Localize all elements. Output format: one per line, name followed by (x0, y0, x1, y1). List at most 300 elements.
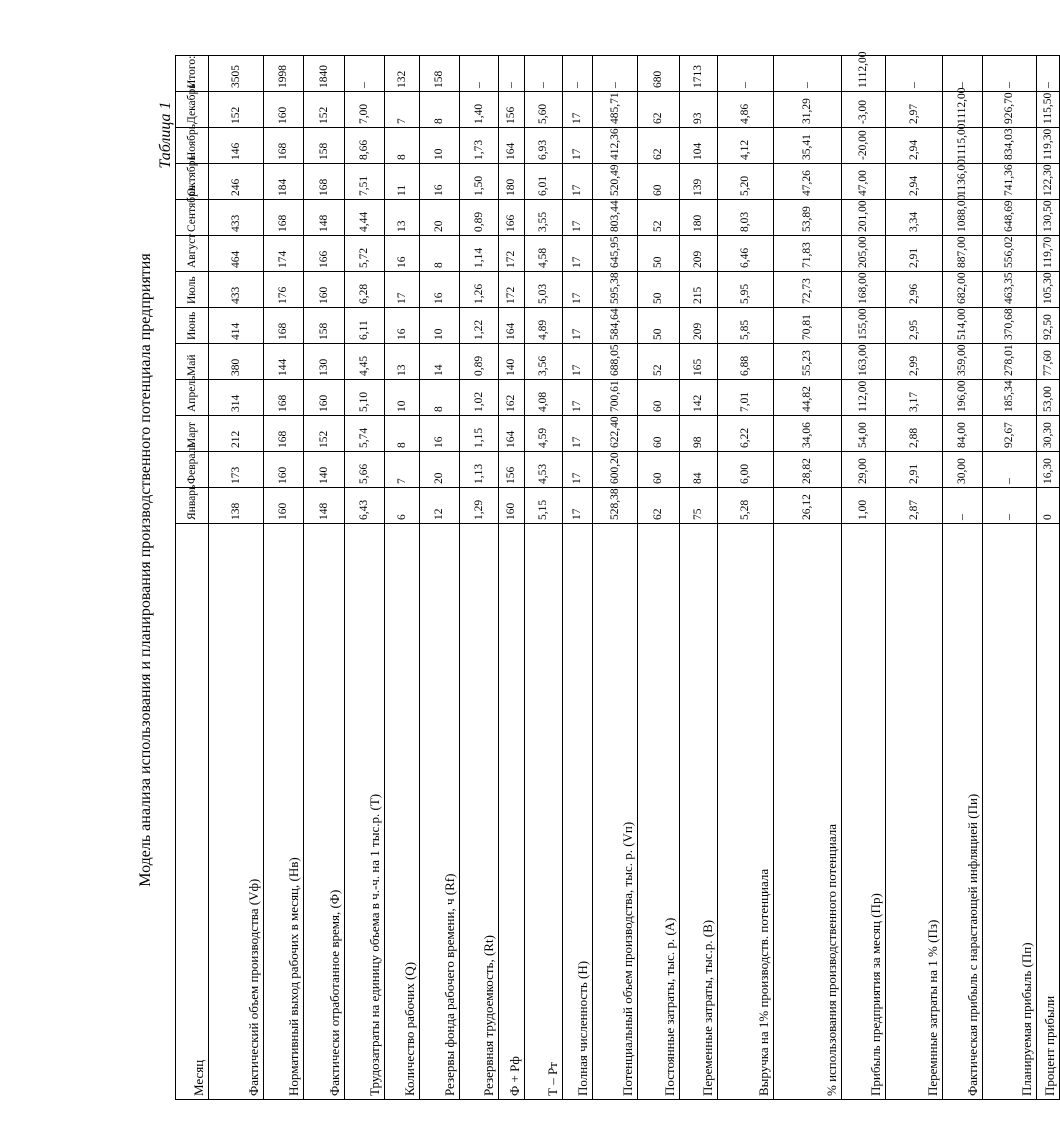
table-cell: 70,81 (774, 308, 842, 344)
month-cell: Февраль (176, 452, 209, 488)
table-cell: 7,51 (345, 164, 385, 200)
table-cell: 1,14 (460, 236, 499, 272)
table-cell: 10 (420, 308, 460, 344)
table-cell: 3,17 (886, 380, 943, 416)
table-cell: 2,96 (886, 272, 943, 308)
table-cell: 50 (638, 308, 680, 344)
table-cell: 17 (385, 272, 420, 308)
table-cell: 55,23 (774, 344, 842, 380)
table-cell: 35,41 (774, 128, 842, 164)
table-cell: 6,28 (345, 272, 385, 308)
column-header: Фактически отработанное время, (Ф) (304, 524, 345, 1100)
table-cell: 3505 (209, 56, 264, 92)
table-cell: – (983, 56, 1037, 92)
table-cell: – (718, 56, 774, 92)
table-cell: 2,94 (886, 128, 943, 164)
table-cell: 166 (304, 236, 345, 272)
table-cell: 1112,00 (842, 56, 886, 92)
table-cell: 180 (680, 200, 718, 236)
table-cell: – (943, 488, 983, 524)
table-cell: 6,01 (525, 164, 563, 200)
table-cell: 119,70 (1037, 236, 1060, 272)
table-cell: 359,00 (943, 344, 983, 380)
table-cell: 1,15 (460, 416, 499, 452)
table-cell: 2,94 (886, 164, 943, 200)
table-cell: 0,89 (460, 200, 499, 236)
table-cell: 6 (385, 488, 420, 524)
table-cell: 160 (264, 92, 304, 128)
table-cell: 645,95 (593, 236, 638, 272)
table-cell: 20 (420, 452, 460, 488)
table-cell: 2,87 (886, 488, 943, 524)
table-cell: 174 (264, 236, 304, 272)
table-cell: 688,05 (593, 344, 638, 380)
document-title: Модель анализа использования и планирования производственного потенциала предприятия (137, 253, 154, 887)
table-cell: – (593, 56, 638, 92)
table-cell: 50 (638, 236, 680, 272)
table-cell: 16,30 (1037, 452, 1060, 488)
table-cell: 16 (420, 416, 460, 452)
table-cell: 5,85 (718, 308, 774, 344)
table-cell: 246 (209, 164, 264, 200)
table-cell: 160 (264, 452, 304, 488)
table-cell: 155,00 (842, 308, 886, 344)
field-row (176, 56, 209, 1100)
rotated-table-container (175, 51, 1057, 1100)
table-cell: 148 (304, 488, 345, 524)
table-cell: 4,45 (345, 344, 385, 380)
table-cell: 47,00 (842, 164, 886, 200)
table-cell: 2,97 (886, 92, 943, 128)
table-label: Таблица 1 (157, 101, 174, 169)
table-cell: 5,60 (525, 92, 563, 128)
table-cell: 4,86 (718, 92, 774, 128)
table-cell: 2,95 (886, 308, 943, 344)
table-cell: 209 (680, 236, 718, 272)
table-cell: 17 (563, 164, 593, 200)
month-cell: Сентябрь (176, 200, 209, 236)
table-cell: 139 (680, 164, 718, 200)
table-cell: 60 (638, 164, 680, 200)
table-cell: – (499, 56, 525, 92)
table-cell: 50 (638, 272, 680, 308)
column-header: Нормативный выход рабочих в месяц, (Нв) (264, 524, 304, 1100)
table-cell: 29,00 (842, 452, 886, 488)
table-cell: 4,58 (525, 236, 563, 272)
field-row (385, 56, 420, 1100)
table-cell: -20,00 (842, 128, 886, 164)
table-cell: 5,66 (345, 452, 385, 488)
table-cell: 278,01 (983, 344, 1037, 380)
table-cell: 168,00 (842, 272, 886, 308)
table-cell: 8 (420, 236, 460, 272)
table-cell: 62 (638, 92, 680, 128)
table-cell: 165 (680, 344, 718, 380)
table-cell: 370,68 (983, 308, 1037, 344)
table-cell: 5,74 (345, 416, 385, 452)
table-cell: 60 (638, 452, 680, 488)
table-cell: 7 (385, 92, 420, 128)
table-cell: 13 (385, 200, 420, 236)
table-cell: 622,40 (593, 416, 638, 452)
table-cell: 7,00 (345, 92, 385, 128)
table-cell: 520,49 (593, 164, 638, 200)
table-cell: 138 (209, 488, 264, 524)
table-cell: 1115,00 (943, 128, 983, 164)
table-cell: 77,60 (1037, 344, 1060, 380)
table-cell: 176 (264, 272, 304, 308)
table-cell: 600,20 (593, 452, 638, 488)
table-cell: 13 (385, 344, 420, 380)
field-row (943, 56, 983, 1100)
table-cell: 433 (209, 200, 264, 236)
table-cell: 205,00 (842, 236, 886, 272)
table-cell: 130 (304, 344, 345, 380)
table-cell: – (1037, 56, 1060, 92)
table-cell: 887,00 (943, 236, 983, 272)
month-cell: Ноябрь (176, 128, 209, 164)
table-cell: 6,93 (525, 128, 563, 164)
field-row (983, 56, 1037, 1100)
table-cell: 140 (304, 452, 345, 488)
table-cell: 6,00 (718, 452, 774, 488)
table-cell: 17 (563, 272, 593, 308)
column-header: Переменные затраты, тыс.р. (В) (680, 524, 718, 1100)
table-cell: 52 (638, 344, 680, 380)
table-cell: 3,34 (886, 200, 943, 236)
table-cell: 16 (385, 308, 420, 344)
table-cell: 34,06 (774, 416, 842, 452)
table-cell: 93 (680, 92, 718, 128)
data-table (175, 51, 1060, 1100)
table-cell: 12 (420, 488, 460, 524)
table-cell: 700,61 (593, 380, 638, 416)
table-cell: 595,38 (593, 272, 638, 308)
table-cell: 158 (304, 308, 345, 344)
table-cell: – (943, 56, 983, 92)
table-cell: 160 (304, 272, 345, 308)
column-header: % использования производственного потенциала (774, 524, 842, 1100)
table-cell: 20 (420, 200, 460, 236)
table-cell: 4,53 (525, 452, 563, 488)
column-header: Фактический объем производства (Vф) (209, 524, 264, 1100)
table-cell: 6,88 (718, 344, 774, 380)
table-cell: 1,29 (460, 488, 499, 524)
column-header: Прибыль предприятия за месяц (Пр) (842, 524, 886, 1100)
table-cell: 0 (1037, 488, 1060, 524)
table-cell: 2,91 (886, 236, 943, 272)
table-cell: 17 (563, 416, 593, 452)
table-cell: 4,59 (525, 416, 563, 452)
table-cell: 5,20 (718, 164, 774, 200)
month-cell: Март (176, 416, 209, 452)
table-cell: 98 (680, 416, 718, 452)
table-cell: 5,15 (525, 488, 563, 524)
table-cell: 8 (420, 380, 460, 416)
table-cell: 5,95 (718, 272, 774, 308)
table-cell: 2,99 (886, 344, 943, 380)
table-cell: 30,30 (1037, 416, 1060, 452)
table-cell: 8,66 (345, 128, 385, 164)
table-cell: 463,35 (983, 272, 1037, 308)
table-cell: 5,72 (345, 236, 385, 272)
table-cell: 14 (420, 344, 460, 380)
table-cell: 314 (209, 380, 264, 416)
table-cell: 4,08 (525, 380, 563, 416)
column-header: Планируемая прибыль (Пп) (983, 524, 1037, 1100)
table-cell: 514,00 (943, 308, 983, 344)
month-cell: Июль (176, 272, 209, 308)
month-cell: Декабрь (176, 92, 209, 128)
field-row (593, 56, 638, 1100)
column-header: Фактическая прибыль с нарастающей инфляцией (Пи) (943, 524, 983, 1100)
table-cell: 17 (563, 452, 593, 488)
table-cell: 1713 (680, 56, 718, 92)
table-cell: 7 (385, 452, 420, 488)
table-cell: 8,03 (718, 200, 774, 236)
table-cell: 17 (563, 380, 593, 416)
month-cell: Август (176, 236, 209, 272)
table-cell: 168 (264, 416, 304, 452)
table-cell: 60 (638, 416, 680, 452)
table-cell: 115,50 (1037, 92, 1060, 128)
table-cell: 152 (304, 416, 345, 452)
table-cell: 741,36 (983, 164, 1037, 200)
column-header: Т – Рт (525, 524, 563, 1100)
field-row (345, 56, 385, 1100)
table-cell: 5,10 (345, 380, 385, 416)
table-cell: 53,00 (1037, 380, 1060, 416)
table-cell: 30,00 (943, 452, 983, 488)
table-cell: 84 (680, 452, 718, 488)
table-cell: 414 (209, 308, 264, 344)
column-header: Выручка на 1% производств. потенциала (718, 524, 774, 1100)
table-cell: 464 (209, 236, 264, 272)
table-cell: 2,91 (886, 452, 943, 488)
table-cell: 140 (499, 344, 525, 380)
table-cell: 11 (385, 164, 420, 200)
table-cell: 10 (385, 380, 420, 416)
table-cell: 160 (304, 380, 345, 416)
table-cell: 92,50 (1037, 308, 1060, 344)
table-cell: 3,56 (525, 344, 563, 380)
table-cell: 4,12 (718, 128, 774, 164)
table-cell: 130,50 (1037, 200, 1060, 236)
table-cell: 4,44 (345, 200, 385, 236)
month-cell: Май (176, 344, 209, 380)
column-header: Месяц (176, 524, 209, 1100)
table-cell: 132 (385, 56, 420, 92)
field-row (718, 56, 774, 1100)
table-cell: 16 (385, 236, 420, 272)
table-cell: -3,00 (842, 92, 886, 128)
table-cell: 556,02 (983, 236, 1037, 272)
table-cell: 17 (563, 344, 593, 380)
table-cell: 16 (420, 272, 460, 308)
table-cell: 172 (499, 236, 525, 272)
table-cell: 3,55 (525, 200, 563, 236)
column-header: Трудозатраты на единицу объема в ч.-ч. на 1 тыс.р. (Т) (345, 524, 385, 1100)
table-cell: 485,71 (593, 92, 638, 128)
table-cell: 164 (499, 128, 525, 164)
table-cell: 1,02 (460, 380, 499, 416)
table-cell: 168 (304, 164, 345, 200)
table-cell: 16 (420, 164, 460, 200)
table-cell: 212 (209, 416, 264, 452)
table-cell: 166 (499, 200, 525, 236)
table-cell: 158 (304, 128, 345, 164)
table-cell: 105,30 (1037, 272, 1060, 308)
table-cell: 8 (420, 92, 460, 128)
table-cell: 8 (385, 128, 420, 164)
table-cell: 1,50 (460, 164, 499, 200)
table-cell: – (983, 452, 1037, 488)
table-cell: 152 (304, 92, 345, 128)
table-cell: 31,29 (774, 92, 842, 128)
table-cell: 160 (499, 488, 525, 524)
table-cell: – (774, 56, 842, 92)
table-cell: 6,11 (345, 308, 385, 344)
column-header: Потенциальный объем производства, тыс. р. (Vп) (593, 524, 638, 1100)
field-row (680, 56, 718, 1100)
table-cell: 168 (264, 200, 304, 236)
field-row (499, 56, 525, 1100)
table-cell: 72,73 (774, 272, 842, 308)
table-cell: 412,36 (593, 128, 638, 164)
table-cell: 926,70 (983, 92, 1037, 128)
table-cell: 164 (499, 308, 525, 344)
table-cell: 160 (264, 488, 304, 524)
table-cell: 380 (209, 344, 264, 380)
column-header: Перемнные затраты на 1 % (Пз) (886, 524, 943, 1100)
table-cell: 17 (563, 308, 593, 344)
table-cell: – (460, 56, 499, 92)
column-header: Резервная трудоемкость, (Rt) (460, 524, 499, 1100)
table-cell: 680 (638, 56, 680, 92)
table-cell: 146 (209, 128, 264, 164)
table-cell: 152 (209, 92, 264, 128)
month-cell: Июнь (176, 308, 209, 344)
table-cell: 1,73 (460, 128, 499, 164)
table-cell: 47,26 (774, 164, 842, 200)
table-cell: 75 (680, 488, 718, 524)
table-cell: 168 (264, 308, 304, 344)
table-cell: 528,38 (593, 488, 638, 524)
table-cell: 1840 (304, 56, 345, 92)
column-header: Резервы фонда рабочего времени, ч (Rf) (420, 524, 460, 1100)
table-cell: 17 (563, 200, 593, 236)
field-row (304, 56, 345, 1100)
table-cell: 433 (209, 272, 264, 308)
table-cell: – (345, 56, 385, 92)
field-row (460, 56, 499, 1100)
table-cell: 158 (420, 56, 460, 92)
table-cell: 7,01 (718, 380, 774, 416)
table-cell: 156 (499, 452, 525, 488)
table-cell: 71,83 (774, 236, 842, 272)
table-cell: 185,34 (983, 380, 1037, 416)
table-cell: 17 (563, 92, 593, 128)
table-cell: 6,43 (345, 488, 385, 524)
table-cell: 6,46 (718, 236, 774, 272)
table-cell: 682,00 (943, 272, 983, 308)
table-cell: 10 (420, 128, 460, 164)
table-cell: 28,82 (774, 452, 842, 488)
column-header: Постоянные затраты, тыс. р. (А) (638, 524, 680, 1100)
table-cell: 54,00 (842, 416, 886, 452)
table-cell: 162 (499, 380, 525, 416)
table-cell: 53,89 (774, 200, 842, 236)
table-cell: 164 (499, 416, 525, 452)
column-header: Полная численность (Н) (563, 524, 593, 1100)
table-cell: 180 (499, 164, 525, 200)
table-cell: 8 (385, 416, 420, 452)
field-row (638, 56, 680, 1100)
table-cell: 163,00 (842, 344, 886, 380)
field-row (525, 56, 563, 1100)
table-cell: – (525, 56, 563, 92)
table-cell: 92,67 (983, 416, 1037, 452)
table-cell: 104 (680, 128, 718, 164)
table-cell: 112,00 (842, 380, 886, 416)
table-cell: 172 (499, 272, 525, 308)
field-row (886, 56, 943, 1100)
table-cell: 119,30 (1037, 128, 1060, 164)
table-cell: 2,88 (886, 416, 943, 452)
table-cell: 1,13 (460, 452, 499, 488)
month-cell: Январь (176, 488, 209, 524)
table-cell: 4,89 (525, 308, 563, 344)
table-cell: 196,00 (943, 380, 983, 416)
column-header: Процент прибыли (1037, 524, 1060, 1100)
field-row (563, 56, 593, 1100)
table-cell: 17 (563, 488, 593, 524)
table-cell: 17 (563, 128, 593, 164)
table-cell: 62 (638, 488, 680, 524)
table-cell: 1998 (264, 56, 304, 92)
table-cell: 5,03 (525, 272, 563, 308)
table-cell: 5,28 (718, 488, 774, 524)
table-cell: 803,44 (593, 200, 638, 236)
table-cell: 156 (499, 92, 525, 128)
table-cell: 1,22 (460, 308, 499, 344)
table-cell: 148 (304, 200, 345, 236)
table-cell: 1136,00 (943, 164, 983, 200)
column-header: Количество рабочих (Q) (385, 524, 420, 1100)
table-cell: 60 (638, 380, 680, 416)
table-cell: 834,03 (983, 128, 1037, 164)
table-cell: 584,64 (593, 308, 638, 344)
table-cell: – (983, 488, 1037, 524)
table-cell: 648,69 (983, 200, 1037, 236)
field-row (209, 56, 264, 1100)
table-cell: 62 (638, 128, 680, 164)
table-cell: 84,00 (943, 416, 983, 452)
table-cell: 52 (638, 200, 680, 236)
table-cell: 184 (264, 164, 304, 200)
month-cell: Октябрь (176, 164, 209, 200)
table-cell: 1088,00 (943, 200, 983, 236)
table-cell: – (563, 56, 593, 92)
table-cell: 1,40 (460, 92, 499, 128)
field-row (774, 56, 842, 1100)
table-cell: 201,00 (842, 200, 886, 236)
table-cell: – (886, 56, 943, 92)
table-cell: 122,30 (1037, 164, 1060, 200)
table-cell: 1,26 (460, 272, 499, 308)
field-row (264, 56, 304, 1100)
table-cell: 1,00 (842, 488, 886, 524)
